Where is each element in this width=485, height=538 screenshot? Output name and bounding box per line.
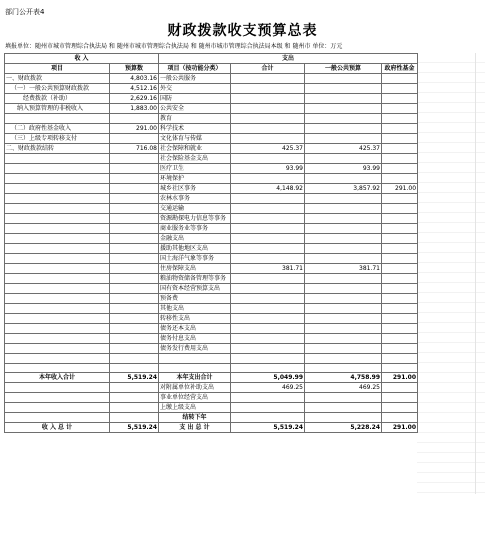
- table-row: [5, 244, 418, 254]
- general-budget-amount: 3,857.92: [305, 184, 382, 194]
- general-budget-amount: [305, 274, 382, 284]
- total-amount: [231, 114, 305, 124]
- table-row: [5, 324, 418, 334]
- total-amount: 5,519.24: [231, 423, 305, 433]
- table-row: [5, 214, 418, 224]
- table-row: [5, 154, 418, 164]
- expenditure-item: [159, 363, 231, 373]
- income-item: [5, 284, 110, 294]
- expenditure-item: 一般公共服务: [159, 74, 231, 84]
- total-amount: [231, 84, 305, 94]
- gov-fund-amount: [382, 363, 418, 373]
- general-budget-amount: [305, 134, 382, 144]
- table-row: [5, 314, 418, 324]
- general-budget-header: 一般公共预算: [305, 64, 382, 74]
- general-budget-amount: 5,228.24: [305, 423, 382, 433]
- gov-fund-amount: [382, 74, 418, 84]
- gov-fund-amount: [382, 194, 418, 204]
- general-budget-amount: [305, 84, 382, 94]
- income-item: [5, 234, 110, 244]
- expenditure-header: 支出: [159, 54, 418, 64]
- gov-fund-amount: [382, 124, 418, 134]
- expenditure-item: 住房保障支出: [159, 264, 231, 274]
- income-header: 收 入: [5, 54, 159, 64]
- total-header: 合计: [231, 64, 305, 74]
- gov-fund-amount: [382, 204, 418, 214]
- income-item: [5, 114, 110, 124]
- income-item: [5, 274, 110, 284]
- total-amount: 425.37: [231, 144, 305, 154]
- table-row: [5, 164, 418, 174]
- budget-table: [4, 53, 418, 433]
- general-budget-amount: [305, 354, 382, 364]
- income-item: （二）政府性基金收入: [5, 124, 110, 134]
- expenditure-item: 科学技术: [159, 124, 231, 134]
- income-amount: [110, 234, 159, 244]
- income-amount: [110, 244, 159, 254]
- table-row: [5, 373, 418, 383]
- income-amount: [110, 304, 159, 314]
- income-item: [5, 264, 110, 274]
- total-amount: [231, 234, 305, 244]
- general-budget-amount: [305, 413, 382, 423]
- total-amount: [231, 254, 305, 264]
- income-item: [5, 184, 110, 194]
- general-budget-amount: [305, 114, 382, 124]
- income-item: 纳入预算管理的非税收入: [5, 104, 110, 114]
- income-item: [5, 304, 110, 314]
- expenditure-item: 债务付息支出: [159, 334, 231, 344]
- total-amount: [231, 334, 305, 344]
- income-amount: 716.08: [110, 144, 159, 154]
- gov-fund-amount: [382, 134, 418, 144]
- general-budget-amount: 93.99: [305, 164, 382, 174]
- income-item: [5, 334, 110, 344]
- gov-fund-amount: [382, 234, 418, 244]
- total-amount: [231, 74, 305, 84]
- income-item: [5, 324, 110, 334]
- table-row: [5, 393, 418, 403]
- general-budget-amount: [305, 254, 382, 264]
- total-amount: [231, 363, 305, 373]
- expenditure-item: 债务发行费用支出: [159, 344, 231, 354]
- gov-fund-amount: [382, 164, 418, 174]
- income-item: [5, 403, 110, 413]
- gov-fund-amount: 291.00: [382, 373, 418, 383]
- table-row: [5, 234, 418, 244]
- gov-fund-amount: [382, 324, 418, 334]
- total-amount: [231, 174, 305, 184]
- expenditure-item: 粮油物资储备管理等事务: [159, 274, 231, 284]
- table-row: [5, 84, 418, 94]
- func-item-header: 项目（按功能分类）: [159, 64, 231, 74]
- table-row: [5, 294, 418, 304]
- income-amount: [110, 383, 159, 393]
- expenditure-item: 教育: [159, 114, 231, 124]
- table-row: [5, 144, 418, 154]
- gov-fund-amount: 291.00: [382, 184, 418, 194]
- income-amount: [110, 284, 159, 294]
- income-item: [5, 314, 110, 324]
- income-item: [5, 244, 110, 254]
- income-amount: [110, 314, 159, 324]
- general-budget-amount: [305, 224, 382, 234]
- general-budget-amount: [305, 74, 382, 84]
- expenditure-item: 公共安全: [159, 104, 231, 114]
- table-row: [5, 174, 418, 184]
- sheet-gridline-vertical: [475, 53, 476, 494]
- gov-fund-amount: 291.00: [382, 423, 418, 433]
- income-item: [5, 344, 110, 354]
- item-header: 项目: [5, 64, 110, 74]
- total-amount: [231, 134, 305, 144]
- expenditure-item: 资源勘探电力信息等事务: [159, 214, 231, 224]
- expenditure-item: 交通运输: [159, 204, 231, 214]
- table-row: [5, 184, 418, 194]
- income-item: 收 入 总 计: [5, 423, 110, 433]
- income-amount: [110, 274, 159, 284]
- gov-fund-amount: [382, 114, 418, 124]
- general-budget-amount: [305, 393, 382, 403]
- header-row-1: [5, 54, 418, 64]
- income-amount: [110, 154, 159, 164]
- income-item: [5, 363, 110, 373]
- income-item: 一、财政拨款: [5, 74, 110, 84]
- general-budget-amount: [305, 403, 382, 413]
- table-row: [5, 94, 418, 104]
- general-budget-amount: [305, 234, 382, 244]
- gov-fund-amount: [382, 403, 418, 413]
- gov-fund-amount: [382, 264, 418, 274]
- general-budget-amount: [305, 244, 382, 254]
- unit-line: 填报单位：随州市城市管理综合执法局 和 随州市城市管理综合执法局 和 随州市城市管理综合执法局本级 和 随州市 单位：万元: [5, 43, 343, 50]
- gov-fund-header: 政府性基金: [382, 64, 418, 74]
- income-item: [5, 354, 110, 364]
- income-amount: [110, 354, 159, 364]
- table-row: [5, 264, 418, 274]
- expenditure-item: 结转下年: [159, 413, 231, 423]
- total-amount: [231, 324, 305, 334]
- general-budget-amount: [305, 344, 382, 354]
- gov-fund-amount: [382, 274, 418, 284]
- gov-fund-amount: [382, 354, 418, 364]
- total-amount: [231, 104, 305, 114]
- general-budget-amount: [305, 104, 382, 114]
- general-budget-amount: 4,758.99: [305, 373, 382, 383]
- income-item: 二、财政拨款结转: [5, 144, 110, 154]
- expenditure-item: [159, 354, 231, 364]
- header-row-2: [5, 64, 418, 74]
- total-amount: 4,148.92: [231, 184, 305, 194]
- general-budget-amount: 469.25: [305, 383, 382, 393]
- income-item: （一）一般公共预算财政拨款: [5, 84, 110, 94]
- gov-fund-amount: [382, 304, 418, 314]
- expenditure-item: 农林水事务: [159, 194, 231, 204]
- gov-fund-amount: [382, 154, 418, 164]
- general-budget-amount: [305, 284, 382, 294]
- general-budget-amount: [305, 294, 382, 304]
- expenditure-item: 事业单位经营支出: [159, 393, 231, 403]
- gov-fund-amount: [382, 174, 418, 184]
- income-amount: [110, 114, 159, 124]
- income-item: [5, 224, 110, 234]
- expenditure-item: 外交: [159, 84, 231, 94]
- gov-fund-amount: [382, 254, 418, 264]
- table-row: [5, 114, 418, 124]
- income-amount: [110, 324, 159, 334]
- expenditure-item: 国防: [159, 94, 231, 104]
- expenditure-item: 转移性支出: [159, 314, 231, 324]
- total-amount: 469.25: [231, 383, 305, 393]
- gov-fund-amount: [382, 413, 418, 423]
- income-amount: [110, 194, 159, 204]
- gov-fund-amount: [382, 224, 418, 234]
- table-row: [5, 74, 418, 84]
- income-item: 经费拨款（补助）: [5, 94, 110, 104]
- income-item: [5, 254, 110, 264]
- total-amount: [231, 314, 305, 324]
- general-budget-amount: [305, 334, 382, 344]
- total-amount: [231, 94, 305, 104]
- income-amount: 5,519.24: [110, 373, 159, 383]
- general-budget-amount: [305, 304, 382, 314]
- income-amount: [110, 134, 159, 144]
- income-amount: [110, 254, 159, 264]
- expenditure-item: 文化体育与传媒: [159, 134, 231, 144]
- income-amount: [110, 393, 159, 403]
- income-item: （三）上级专项转移支付: [5, 134, 110, 144]
- gov-fund-amount: [382, 84, 418, 94]
- total-amount: [231, 194, 305, 204]
- income-amount: 5,519.24: [110, 423, 159, 433]
- general-budget-amount: [305, 324, 382, 334]
- income-amount: [110, 264, 159, 274]
- page-title: 财政拨款收支预算总表: [167, 23, 318, 39]
- income-amount: 4,803.16: [110, 74, 159, 84]
- general-budget-amount: [305, 124, 382, 134]
- table-row: [5, 354, 418, 364]
- general-budget-amount: [305, 214, 382, 224]
- income-item: [5, 174, 110, 184]
- expenditure-item: 社会保险基金支出: [159, 154, 231, 164]
- total-amount: [231, 244, 305, 254]
- total-amount: 5,049.99: [231, 373, 305, 383]
- expenditure-item: 其他支出: [159, 304, 231, 314]
- total-amount: [231, 304, 305, 314]
- expenditure-item: 援助其他地区支出: [159, 244, 231, 254]
- income-amount: 291.00: [110, 124, 159, 134]
- income-item: [5, 383, 110, 393]
- table-row: [5, 224, 418, 234]
- income-amount: 2,629.16: [110, 94, 159, 104]
- income-item: [5, 204, 110, 214]
- income-amount: [110, 403, 159, 413]
- table-row: [5, 124, 418, 134]
- expenditure-item: 商业服务业等事务: [159, 224, 231, 234]
- table-row: [5, 423, 418, 433]
- table-row: [5, 134, 418, 144]
- form-number-label: 部门公开表4: [5, 8, 45, 16]
- total-amount: [231, 413, 305, 423]
- gov-fund-amount: [382, 94, 418, 104]
- income-item: [5, 214, 110, 224]
- income-amount: [110, 413, 159, 423]
- general-budget-amount: [305, 154, 382, 164]
- expenditure-item: 国土海洋气象等事务: [159, 254, 231, 264]
- budget-amount-header: 预算数: [110, 64, 159, 74]
- expenditure-item: 国有资本经营预算支出: [159, 284, 231, 294]
- income-amount: [110, 363, 159, 373]
- table-row: [5, 363, 418, 373]
- general-budget-amount: [305, 314, 382, 324]
- gov-fund-amount: [382, 393, 418, 403]
- income-amount: [110, 224, 159, 234]
- general-budget-amount: [305, 204, 382, 214]
- expenditure-item: 支 出 总 计: [159, 423, 231, 433]
- table-row: [5, 284, 418, 294]
- total-amount: [231, 294, 305, 304]
- general-budget-amount: 425.37: [305, 144, 382, 154]
- gov-fund-amount: [382, 104, 418, 114]
- gov-fund-amount: [382, 314, 418, 324]
- total-amount: 381.71: [231, 264, 305, 274]
- income-amount: [110, 174, 159, 184]
- general-budget-amount: 381.71: [305, 264, 382, 274]
- gov-fund-amount: [382, 344, 418, 354]
- table-row: [5, 104, 418, 114]
- gov-fund-amount: [382, 214, 418, 224]
- income-amount: [110, 344, 159, 354]
- expenditure-item: 债务还本支出: [159, 324, 231, 334]
- expenditure-item: 对附属单位补助支出: [159, 383, 231, 393]
- total-amount: [231, 214, 305, 224]
- income-amount: 1,883.00: [110, 104, 159, 114]
- gov-fund-amount: [382, 383, 418, 393]
- total-amount: [231, 403, 305, 413]
- table-row: [5, 344, 418, 354]
- income-item: [5, 294, 110, 304]
- income-item: [5, 154, 110, 164]
- income-item: [5, 413, 110, 423]
- total-amount: [231, 124, 305, 134]
- income-amount: [110, 294, 159, 304]
- table-row: [5, 413, 418, 423]
- table-row: [5, 403, 418, 413]
- table-row: [5, 204, 418, 214]
- total-amount: [231, 274, 305, 284]
- expenditure-item: 金融支出: [159, 234, 231, 244]
- expenditure-item: 环境保护: [159, 174, 231, 184]
- total-amount: [231, 344, 305, 354]
- total-amount: [231, 354, 305, 364]
- expenditure-item: 本年支出合计: [159, 373, 231, 383]
- income-amount: 4,512.16: [110, 84, 159, 94]
- general-budget-amount: [305, 94, 382, 104]
- table-row: [5, 274, 418, 284]
- expenditure-item: 社会保障和就业: [159, 144, 231, 154]
- table-row: [5, 194, 418, 204]
- total-amount: [231, 204, 305, 214]
- income-amount: [110, 334, 159, 344]
- general-budget-amount: [305, 363, 382, 373]
- expenditure-item: 城乡社区事务: [159, 184, 231, 194]
- income-item: [5, 164, 110, 174]
- income-amount: [110, 164, 159, 174]
- gov-fund-amount: [382, 244, 418, 254]
- income-amount: [110, 214, 159, 224]
- table-row: [5, 304, 418, 314]
- gov-fund-amount: [382, 294, 418, 304]
- income-amount: [110, 204, 159, 214]
- gov-fund-amount: [382, 334, 418, 344]
- expenditure-item: 医疗卫生: [159, 164, 231, 174]
- total-amount: [231, 393, 305, 403]
- total-amount: [231, 224, 305, 234]
- total-amount: [231, 154, 305, 164]
- income-amount: [110, 184, 159, 194]
- total-amount: [231, 284, 305, 294]
- general-budget-amount: [305, 174, 382, 184]
- income-item: [5, 393, 110, 403]
- income-item: [5, 194, 110, 204]
- table-row: [5, 334, 418, 344]
- gov-fund-amount: [382, 284, 418, 294]
- general-budget-amount: [305, 194, 382, 204]
- table-row: [5, 254, 418, 264]
- expenditure-item: 预备费: [159, 294, 231, 304]
- total-amount: 93.99: [231, 164, 305, 174]
- table-row: [5, 383, 418, 393]
- gov-fund-amount: [382, 144, 418, 154]
- expenditure-item: 上缴上级支出: [159, 403, 231, 413]
- income-item: 本年收入合计: [5, 373, 110, 383]
